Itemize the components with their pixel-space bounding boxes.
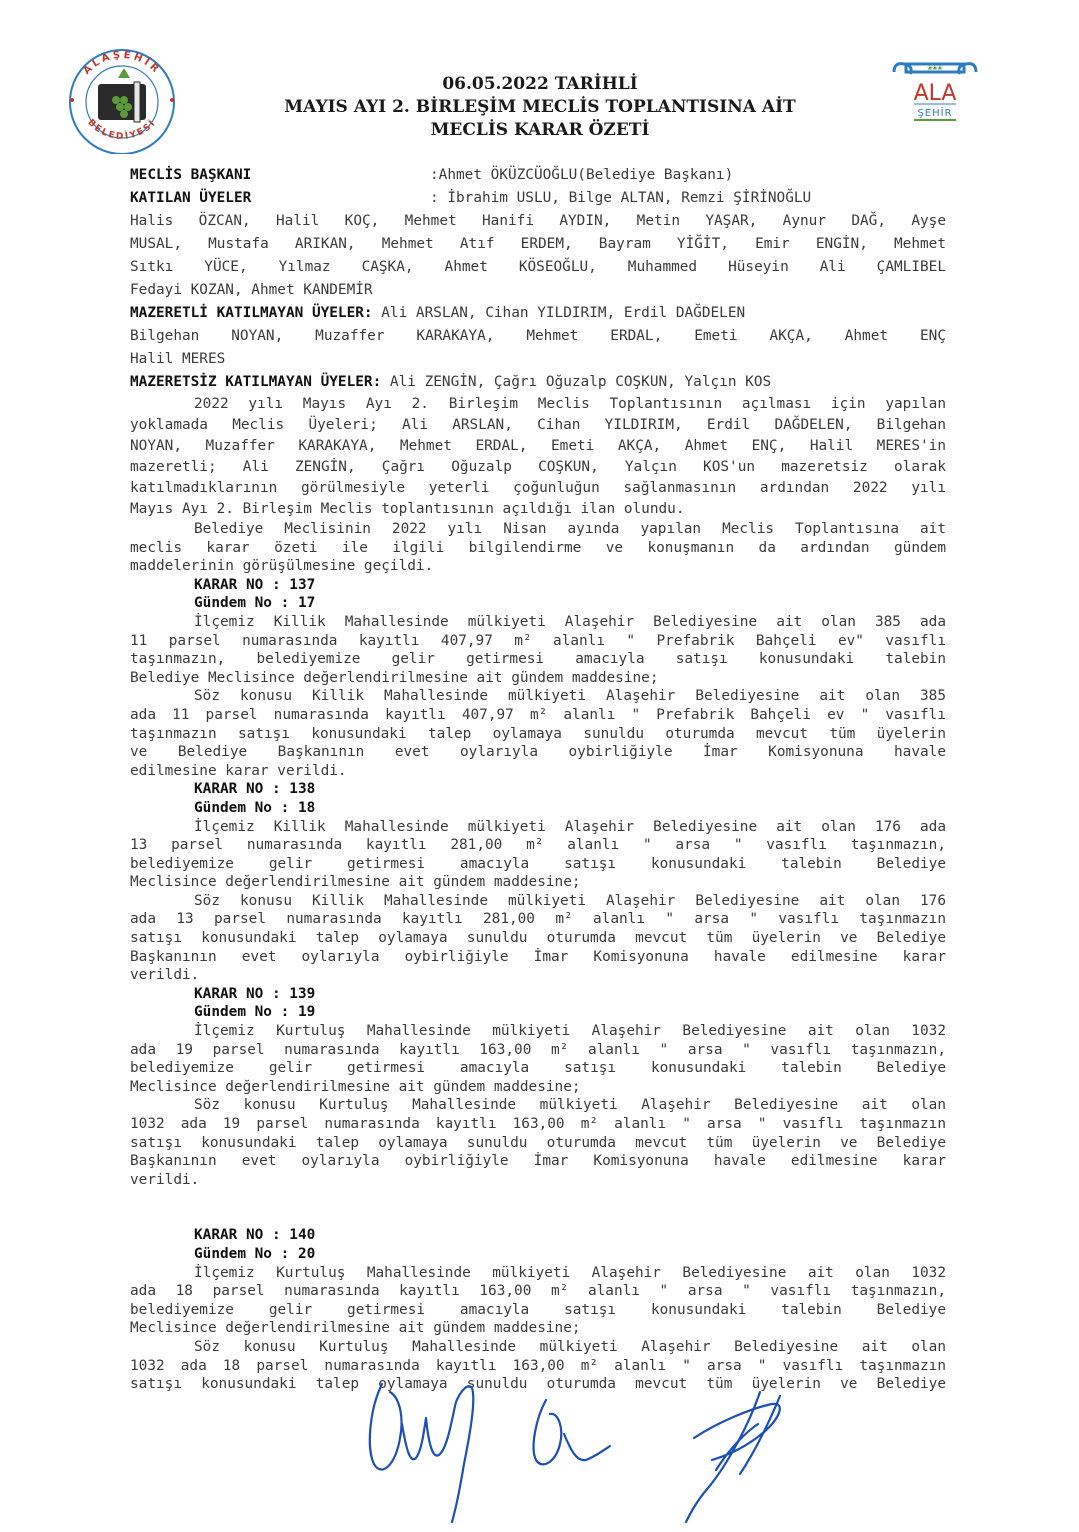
decision-text-line: Söz konusu Kurtuluş Mahallesinde mülkiyeti Alaşehir Belediyesine ait olan [194, 1097, 946, 1114]
decision-text-line: 1032 ada 19 parsel numarasında kayıtlı 163,00 m² alanlı " arsa " vasıflı taşınmazın [130, 1116, 946, 1132]
intro-line: katılmadıklarının görülmesiyle yeterli çoğunluğun sağlanmasının ardından 2022 yılı [130, 480, 946, 496]
decision-text-line: Meclisince değerlendirilmesine ait gündem maddesine; [130, 1078, 581, 1095]
agenda-number: Gündem No : 20 [194, 1245, 316, 1262]
decision-text-line: Meclisince değerlendirilmesine ait gündem maddesine; [130, 1320, 581, 1337]
decision-text-line: Başkanının evet oylarıyla oybirliğiyle İmar Komisyonuna havale edilmesine karar [130, 948, 946, 965]
document-body [130, 164, 946, 1394]
brand-logo-top-text: ALA [913, 81, 957, 106]
decision-text-line: İlçemiz Killik Mahallesinde mülkiyeti Alaşehir Belediyesine ait olan 176 ada [194, 818, 946, 835]
header-date-line: 06.05.2022 TARİHLİ [442, 74, 638, 94]
decision-text-line: belediyemize gelir getirmesi amacıyla satışı konusundaki talebin Belediye [130, 855, 946, 872]
excused-value: Ali ARSLAN, Cihan YILDIRIM, Erdil DAĞDELEN [372, 305, 746, 321]
president-row [130, 164, 946, 187]
president-label: MECLİS BAŞKANI [130, 167, 252, 183]
excused-line: Bilgehan NOYAN, Muzaffer KARAKAYA, Mehmet ERDAL, Emeti AKÇA, Ahmet ENÇ [130, 328, 946, 344]
decision-text-line: 13 parsel numarasında kayıtlı 281,00 m² alanlı " arsa " vasıflı taşınmazın, [130, 837, 946, 854]
logo-ring-top-text: ALAŞEHİR [81, 49, 163, 77]
decision-text-line: Başkanının evet oylarıyla oybirliğiyle İmar Komisyonuna havale edilmesine karar [130, 1153, 946, 1170]
decision-text-line: ada 11 parsel numarasında kayıtlı 407,97 m² alanlı " Prefabrik Bahçeli ev " vasıflı [130, 706, 946, 723]
section-gap [130, 1189, 946, 1226]
unexcused-value: Ali ZENGİN, Çağrı Oğuzalp COŞKUN, Yalçın KOS [381, 374, 772, 390]
decision-text-line: verildi. [130, 1171, 200, 1188]
president-value: :Ahmet ÖKÜZCÜOĞLU(Belediye Başkanı) [430, 167, 734, 183]
decision-text-line: belediyemize gelir getirmesi amacıyla satışı konusundaki talebin Belediye [130, 1060, 946, 1077]
decision-text-line: ve Belediye Başkanının evet oylarıyla oybirliğiyle İmar Komisyonuna havale [130, 744, 946, 761]
info-line: meclis karar özeti ile ilgili bilgilendirme ve konuşmanın da ardından gündem [130, 539, 946, 556]
header-title-line: MECLİS KARAR ÖZETİ [430, 120, 650, 140]
excused-line: Halil MERES [130, 351, 226, 367]
logo-ring-bottom-text: BELEDİYESİ [85, 117, 159, 143]
svg-text:BELEDİYESİ [85, 117, 158, 142]
header-session-line: MAYIS AYI 2. BİRLEŞİM MECLİS TOPLANTISINA AİT [284, 97, 796, 117]
decision-text-line: ada 19 parsel numarasında kayıtlı 163,00 m² alanlı " arsa " vasıflı taşınmazın, [130, 1041, 946, 1058]
decision-text-line: verildi. [130, 967, 200, 984]
attending-row [130, 187, 946, 210]
decision-text-line: satışı konusundaki talep oylamaya sunuldu oturumda mevcut tüm üyelerin ve Belediye [130, 1134, 946, 1151]
intro-line: Mayıs Ayı 2. Birleşim Meclis toplantısının açıldığı ilan olundu. [130, 501, 685, 517]
excused-row [130, 302, 946, 325]
attending-line: MUSAL, Mustafa ARIKAN, Mehmet Atıf ERDEM, Bayram YİĞİT, Emir ENGİN, Mehmet [130, 236, 946, 252]
intro-line: mazeretli; Ali ZENGİN, Çağrı Oğuzalp COŞKUN, Yalçın KOS'un mazeretsiz olarak [130, 459, 946, 475]
signature-2 [534, 1400, 610, 1464]
agenda-number: Gündem No : 18 [194, 799, 316, 816]
decision-text-line: Söz konusu Kurtuluş Mahallesinde mülkiyeti Alaşehir Belediyesine ait olan [194, 1338, 946, 1355]
signature-3 [686, 1392, 780, 1522]
decision-number: KARAR NO : 140 [194, 1227, 316, 1244]
decision-text-line: Söz konusu Killik Mahallesinde mülkiyeti Alaşehir Belediyesine ait olan 385 [194, 688, 946, 705]
decision-text-line: taşınmazın, belediyemize gelir getirmesi amacıyla satışı konusundaki talebin [130, 651, 946, 668]
excused-label: MAZERETLİ KATILMAYAN ÜYELER: [130, 305, 373, 321]
decision-text-line: satışı konusundaki talep oylamaya sunuldu oturumda mevcut tüm üyelerin ve Belediye [130, 1376, 946, 1393]
decision-text-line: belediyemize gelir getirmesi amacıyla satışı konusundaki talebin Belediye [130, 1301, 946, 1318]
decision-text-line: Meclisince değerlendirilmesine ait gündem maddesine; [130, 874, 581, 891]
attending-line: Sıtkı YÜCE, Yılmaz CAŞKA, Ahmet KÖSEOĞLU, Muhammed Hüseyin Ali ÇAMLIBEL [130, 259, 946, 275]
decision-text-line: taşınmazın satışı konusundaki talep oylamaya sunuldu oturumda mevcut tüm üyelerin [130, 725, 946, 742]
decision-text-line: Söz konusu Killik Mahallesinde mülkiyeti Alaşehir Belediyesine ait olan 176 [194, 892, 946, 909]
decision-text-line: İlçemiz Killik Mahallesinde mülkiyeti Alaşehir Belediyesine ait olan 385 ada [194, 613, 946, 630]
decision-text-line: ada 13 parsel numarasında kayıtlı 281,00 m² alanlı " arsa " vasıflı taşınmazın [130, 911, 946, 928]
intro-line: 2022 yılı Mayıs Ayı 2. Birleşim Meclis Toplantısının açılması için yapılan [194, 396, 946, 412]
decision-text-line: 11 parsel numarasında kayıtlı 407,97 m² alanlı " Prefabrik Bahçeli ev" vasıflı [130, 632, 946, 649]
decision-text-line: ada 18 parsel numarasında kayıtlı 163,00 m² alanlı " arsa " vasıflı taşınmazın, [130, 1283, 946, 1300]
signature-1 [370, 1384, 473, 1522]
decision-text-line: Belediye Meclisince değerlendirilmesine ait gündem maddesine; [130, 669, 659, 686]
alasehir-municipality-logo [62, 44, 182, 154]
attending-value: : İbrahim USLU, Bilge ALTAN, Remzi ŞİRİNOĞLU [430, 190, 812, 206]
attending-label: KATILAN ÜYELER [130, 190, 252, 206]
decision-number: KARAR NO : 139 [194, 985, 316, 1002]
decision-text-line: edilmesine karar verildi. [130, 762, 347, 779]
decision-number: KARAR NO : 138 [194, 781, 316, 798]
attending-line: Halis ÖZCAN, Halil KOÇ, Mehmet Hanifi AYDIN, Metin YAŞAR, Aynur DAĞ, Ayşe [130, 213, 946, 229]
agenda-number: Gündem No : 17 [194, 595, 316, 612]
attending-line: Fedayi KOZAN, Ahmet KANDEMİR [130, 282, 373, 298]
decision-text-line: 1032 ada 18 parsel numarasında kayıtlı 163,00 m² alanlı " arsa " vasıflı taşınmazın [130, 1357, 946, 1374]
decision-text-line: İlçemiz Kurtuluş Mahallesinde mülkiyeti Alaşehir Belediyesine ait olan 1032 [194, 1264, 946, 1281]
info-line: maddelerinin görüşülmesine geçildi. [130, 558, 434, 575]
unexcused-row [130, 371, 946, 394]
decision-text-line: satışı konusundaki talep oylamaya sunuldu oturumda mevcut tüm üyelerin ve Belediye [130, 930, 946, 947]
intro-line: yoklamada Meclis Üyeleri; Ali ARSLAN, Cihan YILDIRIM, Erdil DAĞDELEN, Bilgehan [130, 417, 946, 433]
signatures [360, 1378, 820, 1528]
decision-text-line: İlçemiz Kurtuluş Mahallesinde mülkiyeti Alaşehir Belediyesine ait olan 1032 [194, 1023, 946, 1040]
unexcused-label: MAZERETSİZ KATILMAYAN ÜYELER: [130, 374, 382, 390]
info-line: Belediye Meclisinin 2022 yılı Nisan ayında yapılan Meclis Toplantısına ait [194, 521, 946, 537]
intro-line: NOYAN, Muzaffer KARAKAYA, Mehmet ERDAL, Emeti AKÇA, Ahmet ENÇ, Halil MERES'in [130, 438, 946, 454]
agenda-number: Gündem No : 19 [194, 1004, 316, 1021]
svg-text:❀❀❀: ❀❀❀ [927, 65, 943, 72]
decision-number: KARAR NO : 137 [194, 576, 316, 593]
brand-logo-bottom-text: ŞEHİR [917, 108, 953, 119]
ala-sehir-brand-logo [888, 58, 982, 128]
